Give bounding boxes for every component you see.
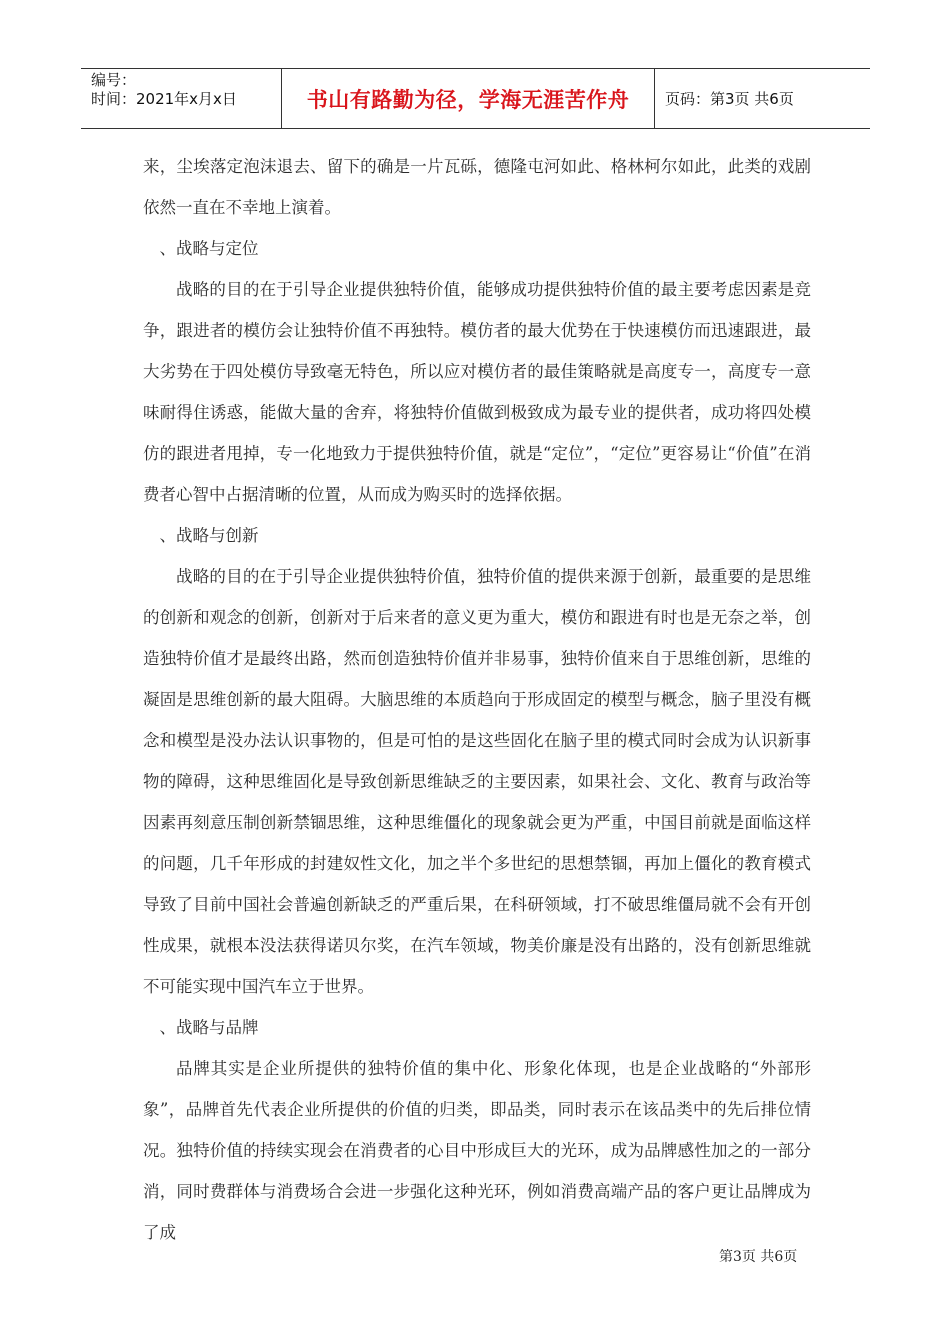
paragraph-brand: 品牌其实是企业所提供的独特价值的集中化、形象化体现，也是企业战略的“外部形象”，品牌首先代表企业所提供的价值的归类，即品类，同时表示在该品类中的先后排位情况。独特价值的持续实现会在消费者的心目中形成巨大的光环，成为品牌感性加之的一部分消，同时费群体与消费场合会进一步强化这种光环，例如消费高端产品的客户更让品牌成为了成 bbox=[143, 1059, 811, 1242]
header-page-info: 页码：第3页 共6页 bbox=[665, 90, 794, 108]
paragraph-continued: 来，尘埃落定泡沫退去、留下的确是一片瓦砾，德隆屯河如此、格林柯尔如此，此类的戏剧依然一直在不幸地上演着。 bbox=[143, 157, 811, 217]
document-header bbox=[81, 68, 870, 129]
document-date: 时间：2021年x月x日 bbox=[91, 90, 237, 108]
section-heading-positioning: 、战略与定位 bbox=[159, 239, 259, 258]
section-heading-innovation: 、战略与创新 bbox=[159, 526, 259, 545]
section-heading-brand: 、战略与品牌 bbox=[159, 1018, 259, 1037]
paragraph-positioning: 战略的目的在于引导企业提供独特价值，能够成功提供独特价值的最主要考虑因素是竞争，跟进者的模仿会让独特价值不再独特。模仿者的最大优势在于快速模仿而迅速跟进，最大劣势在于四处模仿导致毫无特色，所以应对模仿者的最佳策略就是高度专一，高度专一意味耐得住诱惑，能做大量的舍弃，将独特价值做到极致成为最专业的提供者，成功将四处模仿的跟进者甩掉，专一化地致力于提供独特价值，就是“定位”，“定位”更容易让“价值”在消费者心智中占据清晰的位置，从而成为购买时的选择依据。 bbox=[143, 280, 811, 504]
header-motto: 书山有路勤为径，学海无涯苦作舟 bbox=[282, 69, 655, 128]
document-body bbox=[143, 146, 811, 1253]
page-footer: 第3页 共6页 bbox=[719, 1249, 798, 1265]
document-number-label: 编号： bbox=[91, 71, 137, 89]
header-meta bbox=[81, 69, 282, 128]
paragraph-innovation: 战略的目的在于引导企业提供独特价值，独特价值的提供来源于创新，最重要的是思维的创新和观念的创新，创新对于后来者的意义更为重大，模仿和跟进有时也是无奈之举，创造独特价值才是最终出路，然而创造独特价值并非易事，独特价值来自于思维创新，思维的凝固是思维创新的最大阻碍。大脑思维的本质趋向于形成固定的模型与概念，脑子里没有概念和模型是没办法认识事物的，但是可怕的是这些固化在脑子里的模式同时会成为认识新事物的障碍，这种思维固化是导致创新思维缺乏的主要因素，如果社会、文化、教育与政治等因素再刻意压制创新禁锢思维，这种思维僵化的现象就会更为严重，中国目前就是面临这样的问题，几千年形成的封建奴性文化，加之半个多世纪的思想禁锢，再加上僵化的教育模式导致了目前中国社会普遍创新缺乏的严重后果，在科研领域，打不破思维僵局就不会有开创性成果，就根本没法获得诺贝尔奖，在汽车领域，物美价廉是没有出路的，没有创新思维就不可能实现中国汽车立于世界。 bbox=[143, 567, 811, 996]
